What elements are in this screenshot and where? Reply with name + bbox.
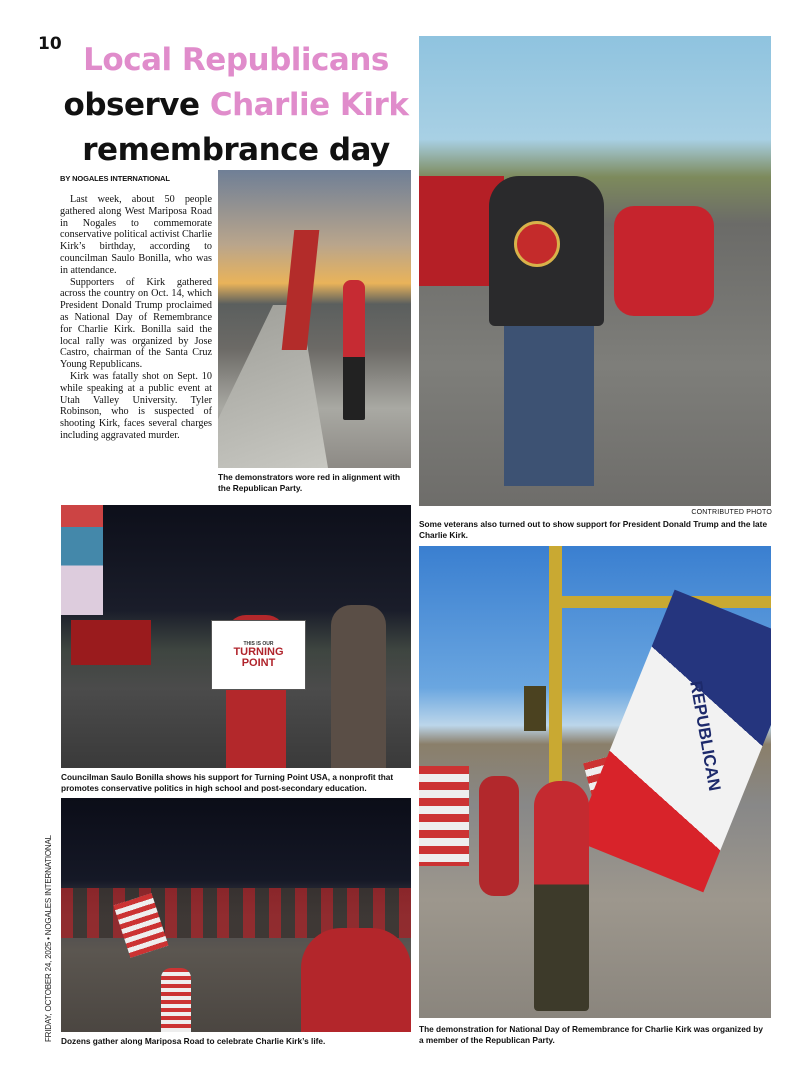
headline-line-3: remembrance day <box>82 132 390 168</box>
headline-line-2a: observe <box>63 87 210 123</box>
headline-line-2b: Charlie Kirk <box>209 87 409 123</box>
photo-flags <box>419 546 771 1018</box>
sign-big-text: TURNING POINT <box>233 646 284 669</box>
headline <box>58 38 414 173</box>
caption-veterans: Some veterans also turned out to show support for President Donald Trump and the late Charlie Kirk. <box>419 519 768 540</box>
paragraph: Supporters of Kirk gathered across the country on Oct. 14, which President Donald Trump proclaimed as National Day of Remembrance for Charlie Kirk. Bonilla said the local rally was organized by Jose Castro, chairman of the Santa Cruz Young Republicans. <box>60 276 212 371</box>
photo-bonilla-turning-point <box>61 505 411 768</box>
sign-small-text: THIS IS OUR <box>243 641 274 647</box>
photo-credit: CONTRIBUTED PHOTO <box>691 509 772 516</box>
byline: BY NOGALES INTERNATIONAL <box>60 174 170 183</box>
paragraph: Last week, about 50 people gathered along West Mariposa Road in Nogales to commemorate conservative political activist Charlie Kirk’s birthday, according to councilman Saulo Bonilla, who was in attendance. <box>60 194 212 276</box>
photo-veterans <box>419 36 771 506</box>
caption-flags: The demonstration for National Day of Remembrance for Charlie Kirk was organized by a member of the Republican Party. <box>419 1024 763 1045</box>
turning-point-sign <box>211 620 306 690</box>
headline-line-2 <box>58 83 414 128</box>
headline-line-1: Local Republicans <box>83 42 389 78</box>
flag-text: REPUBLICAN <box>686 679 725 793</box>
page-footer: FRIDAY, OCTOBER 24, 2025 • NOGALES INTERNATIONAL <box>44 835 53 1042</box>
article-body <box>60 194 212 494</box>
caption-crowd: Dozens gather along Mariposa Road to celebrate Charlie Kirk’s life. <box>61 1036 326 1046</box>
caption-sunset: The demonstrators wore red in alignment with the Republican Party. <box>218 472 401 493</box>
photo-sunset-demonstrators <box>218 170 411 468</box>
caption-bonilla: Councilman Saulo Bonilla shows his support for Turning Point USA, a nonprofit that promotes conservative politics in high school and post-secondary education. <box>61 772 394 793</box>
paragraph: Kirk was fatally shot on Sept. 10 while speaking at a public event at Utah Valley University. Tyler Robinson, who is suspected of shooting Kirk, faces several charges including aggravated murder. <box>60 370 212 441</box>
page-number: 10 <box>38 34 62 54</box>
photo-crowd-night <box>61 798 411 1032</box>
